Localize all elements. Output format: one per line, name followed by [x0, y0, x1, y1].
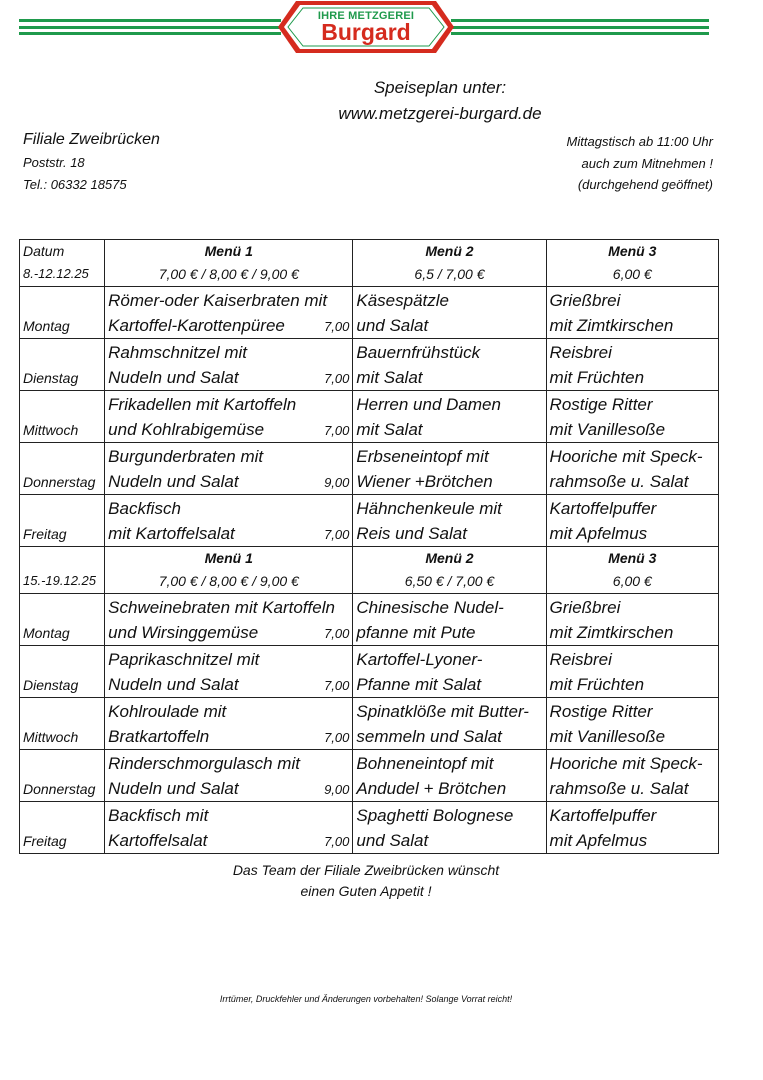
- dish-line: Rinderschmorgulasch mit: [108, 754, 300, 773]
- dish-price: 9,00: [324, 475, 350, 490]
- dish-line: Reisbrei: [549, 650, 612, 669]
- dish-line: mit Salat: [356, 368, 423, 387]
- branch-phone: Tel.: 06332 18575: [23, 177, 127, 192]
- menu-1-dish: [105, 698, 353, 750]
- menu-1-header: [105, 240, 353, 287]
- menu-prices: 7,00 € / 8,00 € / 9,00 €: [158, 266, 299, 282]
- menu-1-dish: [105, 495, 353, 547]
- branch-street: Poststr. 18: [23, 155, 85, 170]
- dish-line: Wiener +Brötchen: [356, 472, 493, 491]
- brand-logo: [276, 0, 456, 54]
- menu-2-dish: [353, 391, 546, 443]
- menu-prices: 7,00 € / 8,00 € / 9,00 €: [158, 573, 299, 589]
- dish-line: Backfisch mit: [108, 806, 209, 825]
- menu-prices: 6,5 / 7,00 €: [414, 266, 485, 282]
- dish-line: und Salat: [356, 831, 429, 850]
- menu-1-dish: [105, 443, 353, 495]
- menu-title: Menü 1: [204, 243, 253, 259]
- dish-line: Römer-oder Kaiserbraten mit: [108, 291, 328, 310]
- dish-line: Kartoffelsalat: [108, 831, 208, 850]
- dish-price: 7,00: [324, 423, 350, 438]
- menu-1-dish: [105, 802, 353, 854]
- dish-line: und Kohlrabigemüse: [108, 420, 265, 439]
- dish-line: Bohneneintopf mit: [356, 754, 494, 773]
- dish-line: mit Vanillesoße: [549, 727, 666, 746]
- menu-title: Menü 3: [608, 550, 657, 566]
- date-range: 15.-19.12.25: [23, 573, 97, 588]
- dish-line: Paprikaschnitzel mit: [108, 650, 260, 669]
- dish-line: Chinesische Nudel-: [356, 598, 504, 617]
- menu-1-dish: [105, 594, 353, 646]
- menu-1-dish: [105, 339, 353, 391]
- menu-1-dish: [105, 391, 353, 443]
- menu-2-dish: [353, 443, 546, 495]
- dish-line: Hooriche mit Speck-: [549, 754, 703, 773]
- dish-line: Erbseneintopf mit: [356, 447, 489, 466]
- dish-price: 7,00: [324, 678, 350, 693]
- menu-prices: 6,00 €: [612, 573, 652, 589]
- menu-1-header: [105, 547, 353, 594]
- date-cell: [20, 547, 105, 594]
- greeting-line-2: einen Guten Appetit !: [300, 883, 432, 899]
- menu-table: [19, 239, 719, 854]
- dish-line: pfanne mit Pute: [356, 623, 476, 642]
- dish-line: Kartoffel-Karottenpüree: [108, 316, 285, 335]
- menu-2-dish: [353, 339, 546, 391]
- dish-line: semmeln und Salat: [356, 727, 502, 746]
- weekday: Donnerstag: [20, 443, 105, 495]
- menu-2-dish: [353, 802, 546, 854]
- dish-line: Hooriche mit Speck-: [549, 447, 703, 466]
- menu-3-dish: [546, 443, 718, 495]
- dish-line: Grießbrei: [549, 291, 621, 310]
- dish-line: mit Kartoffelsalat: [108, 524, 235, 543]
- weekday: Donnerstag: [20, 750, 105, 802]
- weekday: Mittwoch: [20, 391, 105, 443]
- menu-2-header: [353, 240, 546, 287]
- menu-3-dish: [546, 495, 718, 547]
- menu-2-dish: [353, 750, 546, 802]
- dish-price: 7,00: [324, 371, 350, 386]
- weekday: Montag: [20, 594, 105, 646]
- day-row: [20, 339, 719, 391]
- dish-line: und Salat: [356, 316, 429, 335]
- dish-price: 7,00: [324, 527, 350, 542]
- weekday: Montag: [20, 287, 105, 339]
- dish-price: 9,00: [324, 782, 350, 797]
- menu-title: Menü 1: [204, 550, 253, 566]
- dish-line: Andudel + Brötchen: [356, 779, 507, 798]
- dish-line: Rostige Ritter: [549, 702, 653, 721]
- hours-line-2: auch zum Mitnehmen !: [581, 156, 713, 171]
- menu-3-dish: [546, 594, 718, 646]
- brand-name: Burgard: [321, 19, 411, 45]
- dish-line: Hähnchenkeule mit: [356, 499, 502, 518]
- date-range: 8.-12.12.25: [23, 266, 89, 281]
- weekday: Mittwoch: [20, 698, 105, 750]
- plan-line-1: Speiseplan unter:: [373, 78, 507, 97]
- dish-line: mit Apfelmus: [549, 831, 648, 850]
- dish-line: Nudeln und Salat: [108, 675, 239, 694]
- menu-2-dish: [353, 495, 546, 547]
- dish-line: Frikadellen mit Kartoffeln: [108, 395, 297, 414]
- hours-line-1: Mittagstisch ab 11:00 Uhr: [566, 134, 713, 149]
- menu-3-header: [546, 547, 718, 594]
- dish-price: 7,00: [324, 730, 350, 745]
- dish-line: mit Zimtkirschen: [549, 623, 674, 642]
- dish-line: mit Zimtkirschen: [549, 316, 674, 335]
- green-stripe-left-1: [19, 19, 281, 22]
- logo-header: [0, 0, 763, 60]
- dish-line: mit Früchten: [549, 675, 645, 694]
- menu-1-dish: [105, 287, 353, 339]
- date-cell: [20, 240, 105, 287]
- dish-line: Kohlroulade mit: [108, 702, 227, 721]
- menu-2-dish: [353, 594, 546, 646]
- dish-price: 7,00: [324, 319, 350, 334]
- green-stripe-right-1: [451, 19, 709, 22]
- day-row: [20, 287, 719, 339]
- menu-title: Menü 3: [608, 243, 657, 259]
- menu-2-dish: [353, 287, 546, 339]
- day-row: [20, 750, 719, 802]
- dish-line: Reisbrei: [549, 343, 612, 362]
- green-stripe-left-2: [19, 26, 281, 29]
- menu-prices: 6,00 €: [612, 266, 652, 282]
- green-stripe-right-3: [451, 32, 709, 35]
- dish-line: Herren und Damen: [356, 395, 501, 414]
- menu-2-header: [353, 547, 546, 594]
- dish-line: rahmsoße u. Salat: [549, 779, 689, 798]
- menu-1-dish: [105, 646, 353, 698]
- green-stripe-right-2: [451, 26, 709, 29]
- weekday: Dienstag: [20, 646, 105, 698]
- dish-line: Rostige Ritter: [549, 395, 653, 414]
- menu-3-dish: [546, 698, 718, 750]
- day-row: [20, 646, 719, 698]
- dish-line: Spaghetti Bolognese: [356, 806, 514, 825]
- day-row: [20, 443, 719, 495]
- menu-3-dish: [546, 802, 718, 854]
- weekday: Freitag: [20, 495, 105, 547]
- day-row: [20, 391, 719, 443]
- menu-3-dish: [546, 750, 718, 802]
- week-header-row: [20, 240, 719, 287]
- dish-line: mit Vanillesoße: [549, 420, 666, 439]
- menu-1-dish: [105, 750, 353, 802]
- menu-title: Menü 2: [425, 550, 474, 566]
- weekday: Dienstag: [20, 339, 105, 391]
- dish-line: mit Früchten: [549, 368, 645, 387]
- day-row: [20, 802, 719, 854]
- disclaimer: Irrtümer, Druckfehler und Änderungen vorbehalten! Solange Vorrat reicht!: [219, 994, 513, 1004]
- dish-line: Burgunderbraten mit: [108, 447, 264, 466]
- menu-prices: 6,50 € / 7,00 €: [404, 573, 495, 589]
- dish-line: mit Salat: [356, 420, 423, 439]
- dish-line: Reis und Salat: [356, 524, 467, 543]
- menu-3-header: [546, 240, 718, 287]
- dish-line: Nudeln und Salat: [108, 368, 239, 387]
- dish-line: Nudeln und Salat: [108, 472, 239, 491]
- week-header-row: [20, 547, 719, 594]
- weekday: Freitag: [20, 802, 105, 854]
- branch-name: Filiale Zweibrücken: [23, 131, 160, 148]
- brand-tagline: IHRE METZGEREI: [317, 10, 415, 22]
- hours-line-3: (durchgehend geöffnet): [577, 177, 713, 192]
- menu-title: Menü 2: [425, 243, 474, 259]
- dish-line: Bratkartoffeln: [108, 727, 210, 746]
- dish-line: Rahmschnitzel mit: [108, 343, 248, 362]
- menu-2-dish: [353, 646, 546, 698]
- dish-line: Spinatklöße mit Butter-: [356, 702, 529, 721]
- dish-line: Käsespätzle: [356, 291, 449, 310]
- menu-3-dish: [546, 339, 718, 391]
- datum-label: Datum: [23, 243, 65, 259]
- dish-line: Grießbrei: [549, 598, 621, 617]
- day-row: [20, 594, 719, 646]
- dish-line: Pfanne mit Salat: [356, 675, 482, 694]
- menu-3-dish: [546, 287, 718, 339]
- website-link[interactable]: www.metzgerei-burgard.de: [338, 104, 542, 123]
- menu-2-dish: [353, 698, 546, 750]
- menu-3-dish: [546, 391, 718, 443]
- day-row: [20, 698, 719, 750]
- dish-price: 7,00: [324, 626, 350, 641]
- dish-line: Bauernfrühstück: [356, 343, 481, 362]
- greeting-line-1: Das Team der Filiale Zweibrücken wünscht: [232, 862, 500, 878]
- dish-line: Backfisch: [108, 499, 181, 518]
- dish-line: Kartoffelpuffer: [549, 806, 657, 825]
- dish-line: Kartoffel-Lyoner-: [356, 650, 483, 669]
- dish-line: und Wirsinggemüse: [108, 623, 259, 642]
- dish-line: Schweinebraten mit Kartoffeln: [108, 598, 335, 617]
- dish-line: Nudeln und Salat: [108, 779, 239, 798]
- dish-price: 7,00: [324, 834, 350, 849]
- dish-line: rahmsoße u. Salat: [549, 472, 689, 491]
- dish-line: mit Apfelmus: [549, 524, 648, 543]
- menu-3-dish: [546, 646, 718, 698]
- green-stripe-left-3: [19, 32, 281, 35]
- dish-line: Kartoffelpuffer: [549, 499, 657, 518]
- day-row: [20, 495, 719, 547]
